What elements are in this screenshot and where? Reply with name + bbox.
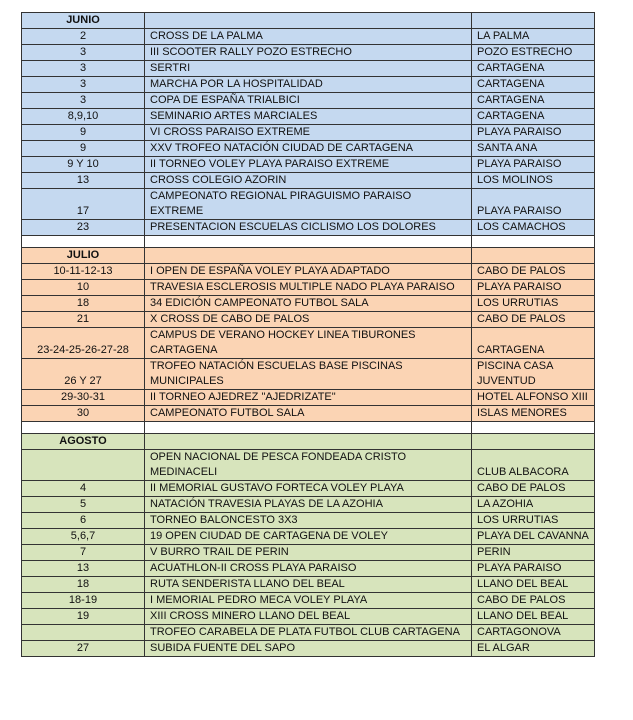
empty-cell [22, 236, 145, 248]
event-cell: II MEMORIAL GUSTAVO FORTECA VOLEY PLAYA [145, 481, 472, 497]
event-cell: I OPEN DE ESPAÑA VOLEY PLAYA ADAPTADO [145, 264, 472, 280]
event-cell: X CROSS DE CABO DE PALOS [145, 312, 472, 328]
event-cell: II TORNEO AJEDREZ "AJEDRIZATE" [145, 390, 472, 406]
date-cell: 5,6,7 [22, 529, 145, 545]
date-cell: 19 [22, 609, 145, 625]
date-cell: 5 [22, 497, 145, 513]
location-cell: CARTAGENA [472, 77, 595, 93]
table-row [22, 450, 595, 481]
date-cell: 8,9,10 [22, 109, 145, 125]
event-cell: 19 OPEN CIUDAD DE CARTAGENA DE VOLEY [145, 529, 472, 545]
event-cell: TROFEO CARABELA DE PLATA FUTBOL CLUB CARTAGENA [145, 625, 472, 641]
date-cell: 29-30-31 [22, 390, 145, 406]
event-cell: III SCOOTER RALLY POZO ESTRECHO [145, 45, 472, 61]
event-cell: MARCHA POR LA HOSPITALIDAD [145, 77, 472, 93]
table-row [22, 125, 595, 141]
month-header-row-junio [22, 13, 595, 29]
events-calendar-table [21, 12, 595, 657]
table-row [22, 497, 595, 513]
event-cell: CAMPEONATO FUTBOL SALA [145, 406, 472, 422]
date-cell: 23-24-25-26-27-28 [22, 328, 145, 359]
date-cell: 3 [22, 61, 145, 77]
table-row [22, 77, 595, 93]
date-cell: 10 [22, 280, 145, 296]
date-cell: 26 Y 27 [22, 359, 145, 390]
table-row [22, 625, 595, 641]
date-cell: 13 [22, 561, 145, 577]
event-cell: COPA DE ESPAÑA TRIALBICI [145, 93, 472, 109]
event-cell: I MEMORIAL PEDRO MECA VOLEY PLAYA [145, 593, 472, 609]
date-cell: 3 [22, 45, 145, 61]
month-header: JULIO [22, 248, 145, 264]
date-cell: 23 [22, 220, 145, 236]
location-cell: PLAYA DEL CAVANNA [472, 529, 595, 545]
location-cell: LOS URRUTIAS [472, 296, 595, 312]
date-cell: 6 [22, 513, 145, 529]
table-row [22, 29, 595, 45]
empty-cell [472, 248, 595, 264]
table-row [22, 529, 595, 545]
month-header: AGOSTO [22, 434, 145, 450]
event-cell: CROSS DE LA PALMA [145, 29, 472, 45]
event-cell: CAMPEONATO REGIONAL PIRAGUISMO PARAISO EXTREME [145, 189, 472, 220]
location-cell: PISCINA CASA JUVENTUD [472, 359, 595, 390]
event-cell: TORNEO BALONCESTO 3X3 [145, 513, 472, 529]
date-cell: 9 [22, 141, 145, 157]
table-row [22, 173, 595, 189]
event-cell: TRAVESIA ESCLEROSIS MULTIPLE NADO PLAYA PARAISO [145, 280, 472, 296]
location-cell: LLANO DEL BEAL [472, 577, 595, 593]
table-row [22, 296, 595, 312]
table-row [22, 157, 595, 173]
date-cell: 18-19 [22, 593, 145, 609]
empty-cell [472, 422, 595, 434]
location-cell: POZO ESTRECHO [472, 45, 595, 61]
location-cell: CABO DE PALOS [472, 264, 595, 280]
date-cell: 13 [22, 173, 145, 189]
empty-cell [145, 13, 472, 29]
event-cell: V BURRO TRAIL DE PERIN [145, 545, 472, 561]
table-row [22, 513, 595, 529]
location-cell: CLUB ALBACORA [472, 450, 595, 481]
month-header-row-julio [22, 248, 595, 264]
table-row [22, 109, 595, 125]
event-cell: SERTRI [145, 61, 472, 77]
table-row [22, 312, 595, 328]
location-cell: PLAYA PARAISO [472, 280, 595, 296]
location-cell: PLAYA PARAISO [472, 189, 595, 220]
table-row [22, 141, 595, 157]
location-cell: EL ALGAR [472, 641, 595, 657]
event-cell: SEMINARIO ARTES MARCIALES [145, 109, 472, 125]
date-cell: 2 [22, 29, 145, 45]
event-cell: ACUATHLON-II CROSS PLAYA PARAISO [145, 561, 472, 577]
table-row [22, 220, 595, 236]
date-cell [22, 450, 145, 481]
table-row [22, 593, 595, 609]
table-row [22, 328, 595, 359]
empty-cell [145, 434, 472, 450]
location-cell: CARTAGENA [472, 61, 595, 77]
location-cell: PLAYA PARAISO [472, 157, 595, 173]
table-row [22, 641, 595, 657]
location-cell: PLAYA PARAISO [472, 125, 595, 141]
table-row [22, 406, 595, 422]
section-spacer-row [22, 236, 595, 248]
empty-cell [472, 236, 595, 248]
date-cell: 17 [22, 189, 145, 220]
date-cell: 4 [22, 481, 145, 497]
event-cell: NATACIÓN TRAVESIA PLAYAS DE LA AZOHIA [145, 497, 472, 513]
event-cell: PRESENTACION ESCUELAS CICLISMO LOS DOLORES [145, 220, 472, 236]
location-cell: PLAYA PARAISO [472, 561, 595, 577]
table-row [22, 45, 595, 61]
empty-cell [22, 422, 145, 434]
location-cell: LLANO DEL BEAL [472, 609, 595, 625]
location-cell: LA AZOHIA [472, 497, 595, 513]
event-cell: CAMPUS DE VERANO HOCKEY LINEA TIBURONES CARTAGENA [145, 328, 472, 359]
date-cell: 27 [22, 641, 145, 657]
event-cell: SUBIDA FUENTE DEL SAPO [145, 641, 472, 657]
event-cell: OPEN NACIONAL DE PESCA FONDEADA CRISTO MEDINACELI [145, 450, 472, 481]
table-row [22, 481, 595, 497]
location-cell: CARTAGONOVA [472, 625, 595, 641]
location-cell: LOS MOLINOS [472, 173, 595, 189]
location-cell: LA PALMA [472, 29, 595, 45]
empty-cell [145, 236, 472, 248]
empty-cell [472, 13, 595, 29]
table-row [22, 609, 595, 625]
date-cell [22, 625, 145, 641]
date-cell: 9 Y 10 [22, 157, 145, 173]
event-cell: VI CROSS PARAISO EXTREME [145, 125, 472, 141]
date-cell: 30 [22, 406, 145, 422]
empty-cell [472, 434, 595, 450]
table-row [22, 189, 595, 220]
event-cell: RUTA SENDERISTA LLANO DEL BEAL [145, 577, 472, 593]
table-row [22, 280, 595, 296]
location-cell: CABO DE PALOS [472, 481, 595, 497]
table-row [22, 390, 595, 406]
event-cell: XXV TROFEO NATACIÓN CIUDAD DE CARTAGENA [145, 141, 472, 157]
empty-cell [145, 422, 472, 434]
date-cell: 21 [22, 312, 145, 328]
event-cell: 34 EDICIÓN CAMPEONATO FUTBOL SALA [145, 296, 472, 312]
location-cell: CARTAGENA [472, 109, 595, 125]
events-calendar-body [22, 13, 595, 657]
event-cell: II TORNEO VOLEY PLAYA PARAISO EXTREME [145, 157, 472, 173]
location-cell: CARTAGENA [472, 93, 595, 109]
location-cell: LOS CAMACHOS [472, 220, 595, 236]
month-header-row-agosto [22, 434, 595, 450]
event-cell: XIII CROSS MINERO LLANO DEL BEAL [145, 609, 472, 625]
table-row [22, 577, 595, 593]
location-cell: CABO DE PALOS [472, 312, 595, 328]
month-header: JUNIO [22, 13, 145, 29]
table-row [22, 264, 595, 280]
table-row [22, 93, 595, 109]
location-cell: ISLAS MENORES [472, 406, 595, 422]
date-cell: 7 [22, 545, 145, 561]
location-cell: SANTA ANA [472, 141, 595, 157]
location-cell: CARTAGENA [472, 328, 595, 359]
event-cell: TROFEO NATACIÓN ESCUELAS BASE PISCINAS MUNICIPALES [145, 359, 472, 390]
date-cell: 3 [22, 77, 145, 93]
table-row [22, 561, 595, 577]
date-cell: 10-11-12-13 [22, 264, 145, 280]
table-row [22, 359, 595, 390]
location-cell: PERIN [472, 545, 595, 561]
date-cell: 18 [22, 577, 145, 593]
table-row [22, 61, 595, 77]
event-cell: CROSS COLEGIO AZORIN [145, 173, 472, 189]
date-cell: 18 [22, 296, 145, 312]
date-cell: 3 [22, 93, 145, 109]
location-cell: LOS URRUTIAS [472, 513, 595, 529]
table-row [22, 545, 595, 561]
location-cell: HOTEL ALFONSO XIII [472, 390, 595, 406]
empty-cell [145, 248, 472, 264]
section-spacer-row [22, 422, 595, 434]
date-cell: 9 [22, 125, 145, 141]
location-cell: CABO DE PALOS [472, 593, 595, 609]
